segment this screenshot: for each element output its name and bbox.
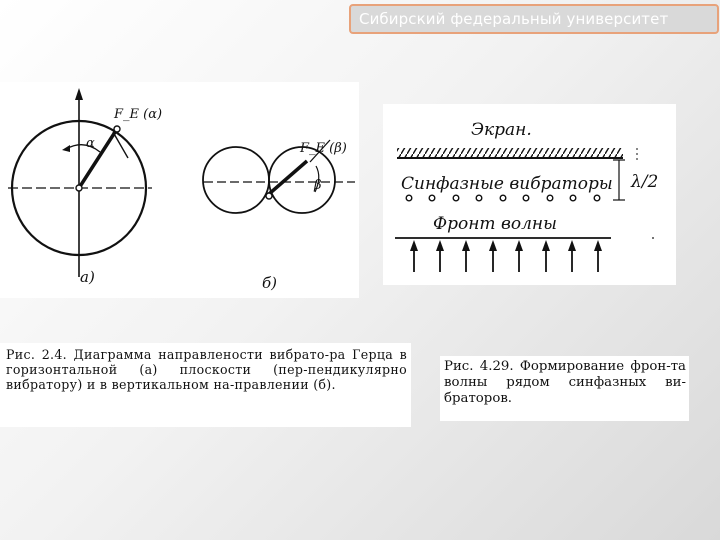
vibrator-dot bbox=[523, 195, 529, 201]
caption-figure-2-4-text: Рис. 2.4. Диаграмма направлености вибрато-ра Герца в горизонтальной (а) плоскости (пер-пендикулярно вибратору) и в вертикальном на-правлении (б). bbox=[6, 347, 407, 392]
arrow-up-icon bbox=[568, 240, 576, 251]
label-b: б) bbox=[262, 274, 278, 292]
radius-vector-a bbox=[79, 129, 117, 188]
arrow-up-icon bbox=[462, 240, 470, 251]
university-name: Сибирский федеральный университет bbox=[359, 10, 669, 28]
wave-front-svg bbox=[383, 104, 676, 285]
label-screen: Экран. bbox=[471, 120, 532, 140]
label-a: а) bbox=[80, 268, 95, 286]
pattern-lobe-right bbox=[269, 147, 335, 213]
label-fe-alpha: F_E (α) bbox=[114, 107, 163, 122]
arrow-up-icon bbox=[436, 240, 444, 251]
caption-figure-4-29 bbox=[440, 356, 689, 421]
label-vibrators: Синфазные вибраторы bbox=[401, 174, 613, 194]
front-end-mark bbox=[652, 237, 654, 239]
radius-vector-b bbox=[269, 161, 307, 194]
vector-tip-a bbox=[114, 126, 120, 132]
vibrators-row bbox=[406, 195, 600, 201]
origin-point-a bbox=[76, 185, 82, 191]
vibrator-dot bbox=[500, 195, 506, 201]
university-badge bbox=[349, 4, 719, 34]
angle-arrow-icon bbox=[62, 145, 70, 152]
caption-figure-4-29-text: Рис. 4.29. Формирование фрон-та волны рядом синфазных ви-браторов. bbox=[444, 359, 686, 406]
arrow-up-icon bbox=[542, 240, 550, 251]
vibrator-dot bbox=[570, 195, 576, 201]
axis-arrow-icon bbox=[75, 88, 83, 100]
vibrator-dot bbox=[406, 195, 412, 201]
label-lambda: λ/2 bbox=[631, 172, 659, 192]
directivity-diagram-svg bbox=[0, 82, 359, 298]
wave-arrowheads bbox=[410, 240, 602, 251]
caption-figure-2-4 bbox=[0, 343, 411, 427]
figure-directivity-diagram bbox=[0, 82, 359, 298]
label-alpha: α bbox=[86, 136, 95, 151]
arrow-up-icon bbox=[515, 240, 523, 251]
origin-point-b bbox=[266, 193, 272, 199]
vibrator-dot bbox=[429, 195, 435, 201]
vibrator-dot bbox=[476, 195, 482, 201]
label-front: Фронт волны bbox=[433, 214, 557, 234]
arrow-up-icon bbox=[594, 240, 602, 251]
vibrator-dot bbox=[594, 195, 600, 201]
vibrator-dot bbox=[453, 195, 459, 201]
figure-wave-front bbox=[383, 104, 676, 285]
label-fe-beta: F_E (β) bbox=[300, 141, 347, 156]
arrow-up-icon bbox=[489, 240, 497, 251]
pattern-lobe-left bbox=[203, 147, 269, 213]
screen-hatching bbox=[397, 148, 623, 158]
vibrator-dot bbox=[547, 195, 553, 201]
angle-arc-alpha bbox=[66, 145, 100, 152]
label-beta: β bbox=[314, 178, 322, 193]
arrow-up-icon bbox=[410, 240, 418, 251]
